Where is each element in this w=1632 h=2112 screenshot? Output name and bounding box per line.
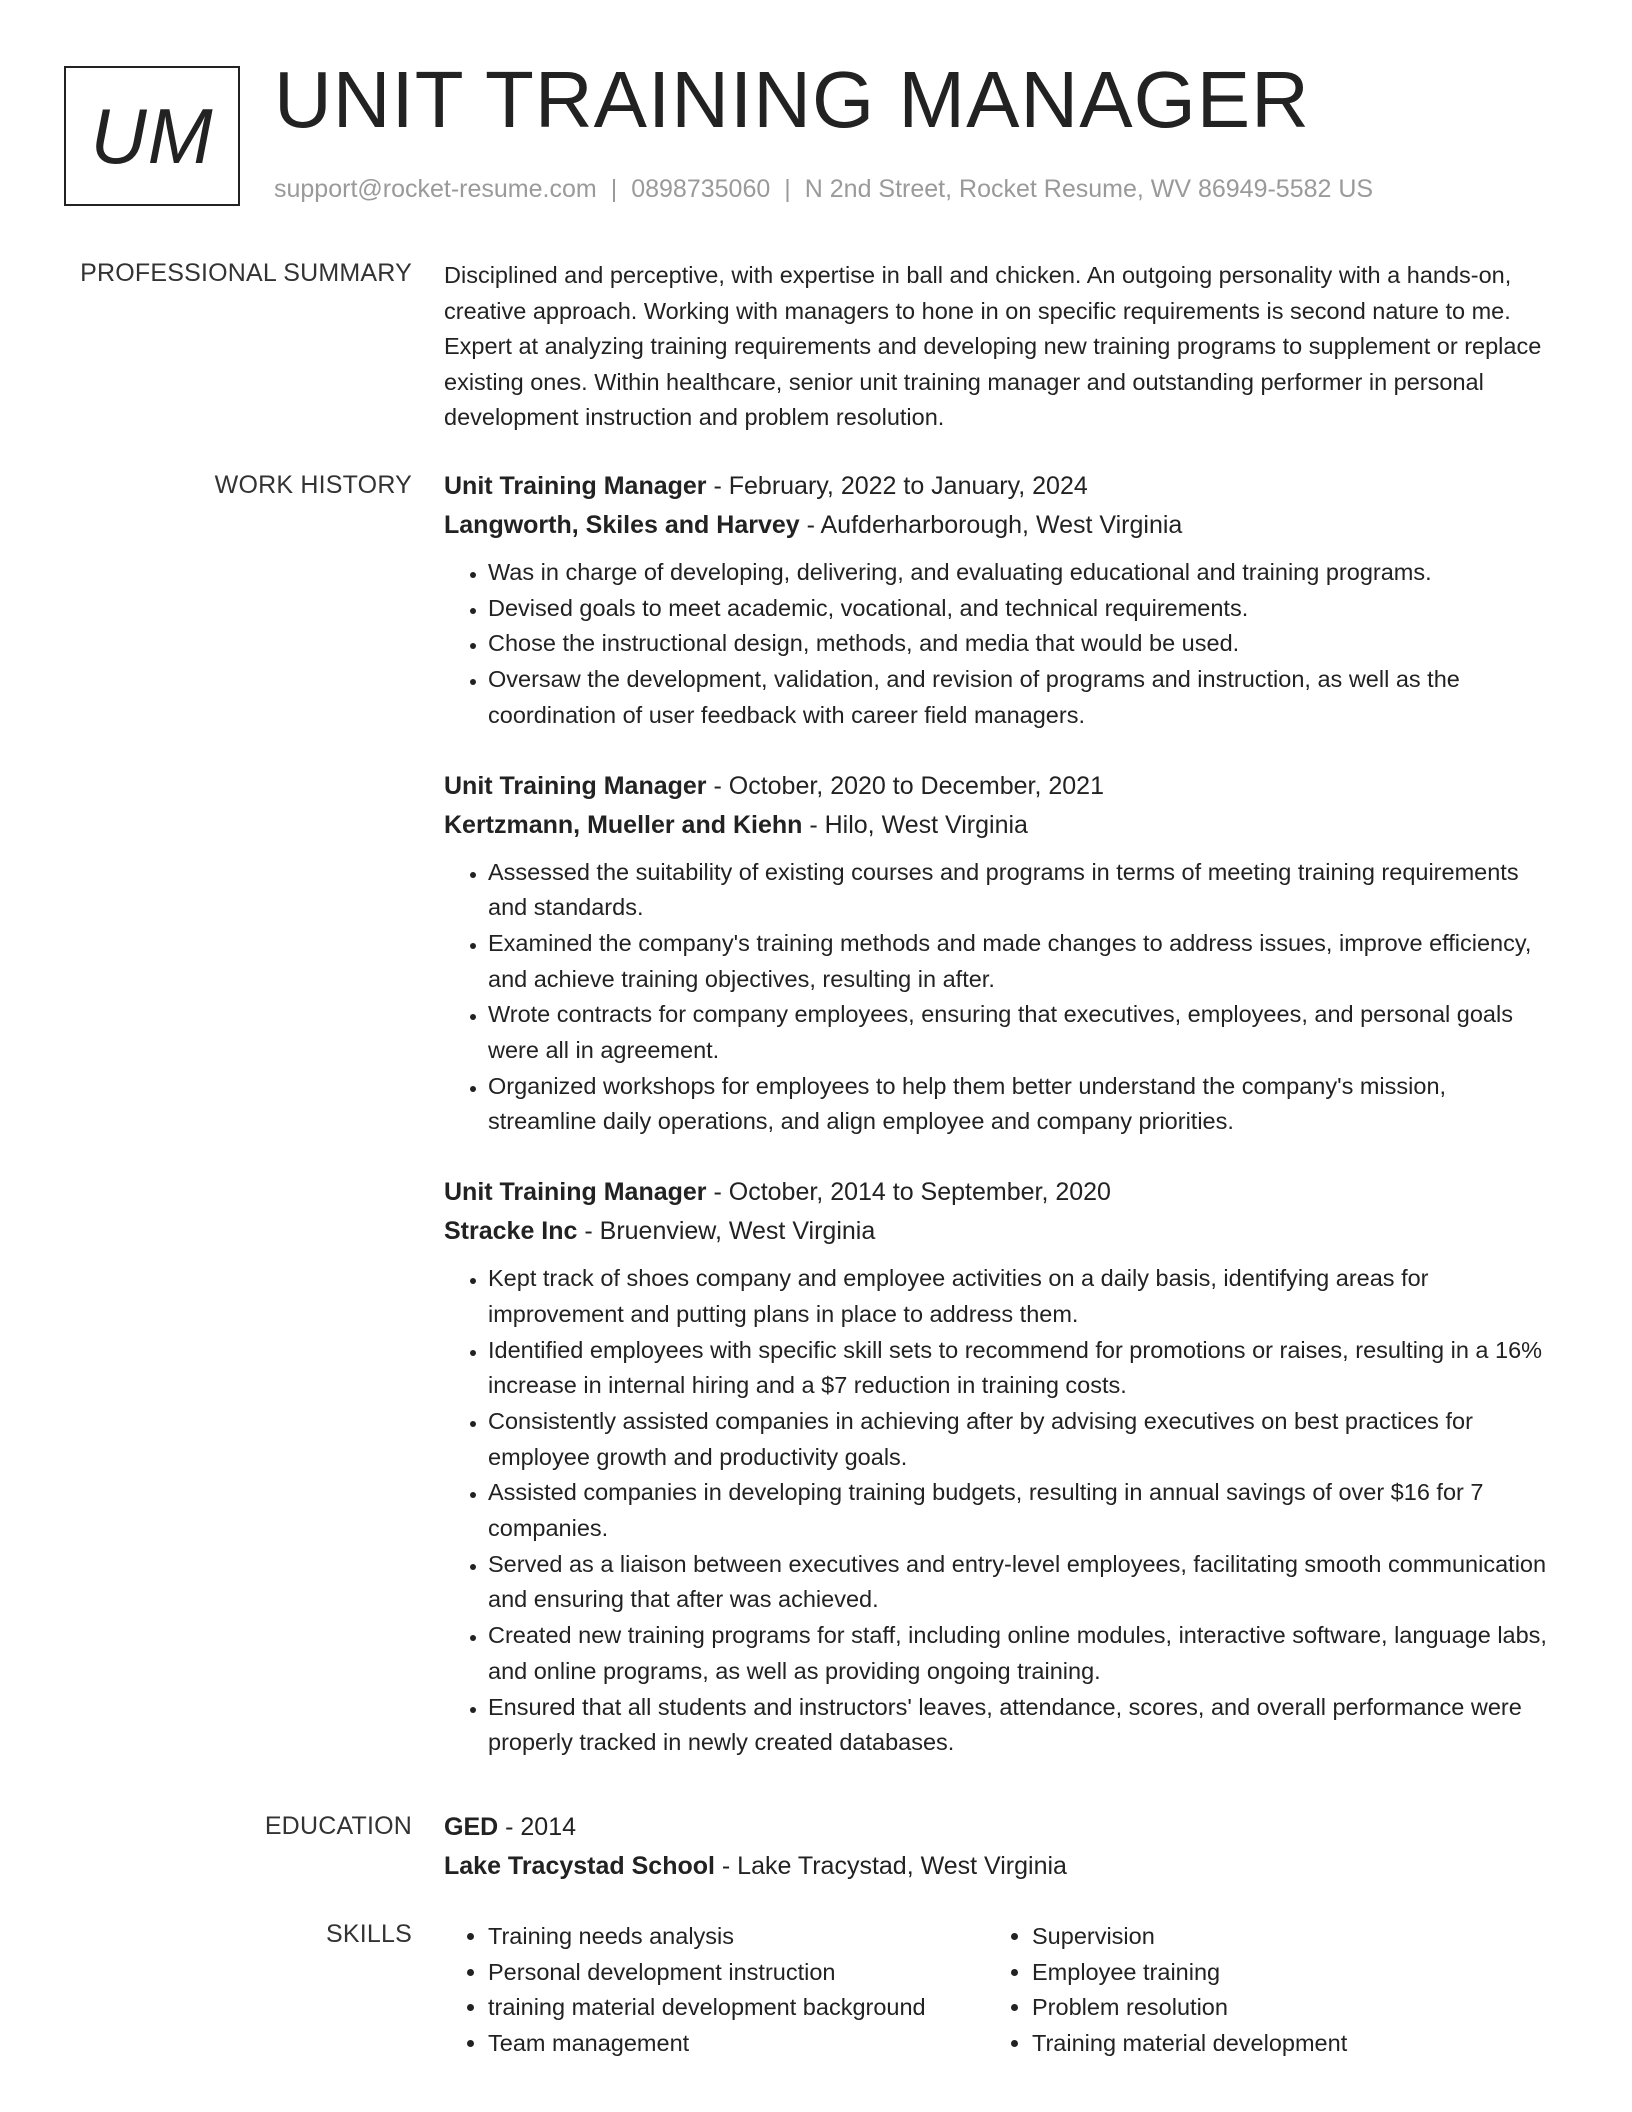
job-location: - Bruenview, West Virginia (577, 1217, 876, 1246)
skill-item: • Problem resolution (1032, 1990, 1532, 2026)
list-item: • Assessed the suitability of existing courses and programs in terms of meeting training requirements and standards. (488, 855, 1550, 926)
education-year: - 2014 (498, 1813, 577, 1841)
education-body (444, 1808, 1550, 1886)
list-item: • Oversaw the development, validation, and revision of programs and instruction, as well as the coordination of user feedback with career field managers. (488, 662, 1550, 733)
job-title: Unit Training Manager (444, 771, 707, 800)
job-company-line (444, 506, 1550, 545)
job-dates: - February, 2022 to January, 2024 (706, 472, 1088, 500)
job-entry (444, 1173, 1550, 1761)
skill-item: • Team management (488, 2026, 988, 2062)
list-item: • Identified employees with specific skill sets to recommend for promotions or raises, resulting in a 16% increase in internal hiring and a $7 reduction in training costs. (488, 1333, 1550, 1404)
list-item: • Kept track of shoes company and employee activities on a daily basis, identifying areas for improvement and putting plans in place to address them. (488, 1261, 1550, 1332)
job-bullets (444, 855, 1550, 1141)
skill-item: • Supervision (1032, 1919, 1532, 1955)
job-title: Unit Training Manager (444, 472, 707, 500)
job-title-line (444, 1173, 1550, 1212)
list-item: • Was in charge of developing, delivering, and evaluating educational and training programs. (488, 555, 1550, 591)
contact-line (274, 175, 1373, 204)
job-location: - Aufderharborough, West Virginia (799, 511, 1183, 539)
job-dates: - October, 2014 to September, 2020 (706, 1178, 1111, 1207)
section-label-education: EDUCATION (264, 1812, 412, 1840)
skills-list-left (444, 1919, 988, 2061)
section-label-work-history: WORK HISTORY (214, 471, 412, 499)
list-item: • Assisted companies in developing training budgets, resulting in annual savings of over $16 for 7 companies. (488, 1475, 1550, 1546)
list-item: • Consistently assisted companies in achieving after by advising executives on best practices for employee growth and productivity goals. (488, 1404, 1550, 1475)
contact-email[interactable]: support@rocket-resume.com (274, 175, 597, 203)
list-item: • Chose the instructional design, methods, and media that would be used. (488, 626, 1550, 662)
contact-separator: | (784, 175, 791, 203)
list-item: • Devised goals to meet academic, vocational, and technical requirements. (488, 591, 1550, 627)
monogram: UM (64, 66, 240, 206)
job-title: Unit Training Manager (444, 1178, 707, 1207)
skills-body (444, 1919, 1550, 2061)
job-title-line (444, 467, 1550, 506)
education-school-line (444, 1847, 1550, 1886)
education-degree: GED (444, 1813, 499, 1841)
job-entry (444, 767, 1550, 1141)
list-item: • Examined the company's training methods and made changes to address issues, improve efficiency, and achieve training objectives, resulting in after. (488, 926, 1550, 997)
list-item: • Organized workshops for employees to help them better understand the company's mission, streamline daily operations, and align employee and company priorities. (488, 1069, 1550, 1140)
job-company-line (444, 806, 1550, 845)
job-title-line (444, 767, 1550, 806)
education-degree-line (444, 1808, 1550, 1847)
skill-item: • Employee training (1032, 1955, 1532, 1991)
resume-name: UNIT TRAINING MANAGER (274, 55, 1310, 144)
job-company: Stracke Inc (444, 1217, 578, 1246)
list-item: • Wrote contracts for company employees, ensuring that executives, employees, and personal goals were all in agreement. (488, 997, 1550, 1068)
job-bullets (444, 555, 1550, 734)
contact-separator: | (610, 175, 618, 203)
list-item: • Served as a liaison between executives and entry-level employees, facilitating smooth communication and ensuring that after was achieved. (488, 1547, 1550, 1618)
skill-item: • Training needs analysis (488, 1919, 988, 1955)
skill-item: • Personal development instruction (488, 1955, 988, 1991)
skills-list-right (988, 1919, 1532, 2061)
summary-body (444, 258, 1550, 436)
job-company: Langworth, Skiles and Harvey (444, 511, 800, 539)
list-item: • Ensured that all students and instructors' leaves, attendance, scores, and overall performance were properly tracked in newly created databases. (488, 1690, 1550, 1761)
skills-grid (444, 1919, 1550, 2061)
education-location: - Lake Tracystad, West Virginia (714, 1852, 1067, 1880)
section-label-skills: SKILLS (326, 1920, 412, 1948)
skill-item: • training material development background (488, 1990, 988, 2026)
summary-text: Disciplined and perceptive, with expertise in ball and chicken. An outgoing personality with a hands-on, creative approach. Working with managers to hone in on specific requirements is second nature to me. Expert at analyzing training requirements and developing new training programs to supplement or replace existing ones. Within healthcare, senior unit training manager and outstanding performer in personal development instruction and problem resolution. (444, 262, 1542, 430)
contact-phone[interactable]: 0898735060 (631, 175, 771, 203)
job-bullets (444, 1261, 1550, 1761)
job-dates: - October, 2020 to December, 2021 (706, 771, 1104, 800)
job-company: Kertzmann, Mueller and Kiehn (444, 810, 803, 839)
contact-address: N 2nd Street, Rocket Resume, WV 86949-5582 US (804, 175, 1374, 203)
section-label-summary: PROFESSIONAL SUMMARY (80, 259, 412, 287)
skill-item: • Training material development (1032, 2026, 1532, 2062)
work-history-body (444, 467, 1550, 1761)
job-company-line (444, 1212, 1550, 1251)
job-location: - Hilo, West Virginia (802, 810, 1028, 839)
education-school: Lake Tracystad School (444, 1852, 715, 1880)
job-entry (444, 467, 1550, 734)
list-item: • Created new training programs for staff, including online modules, interactive software, language labs, and online programs, as well as providing ongoing training. (488, 1618, 1550, 1689)
